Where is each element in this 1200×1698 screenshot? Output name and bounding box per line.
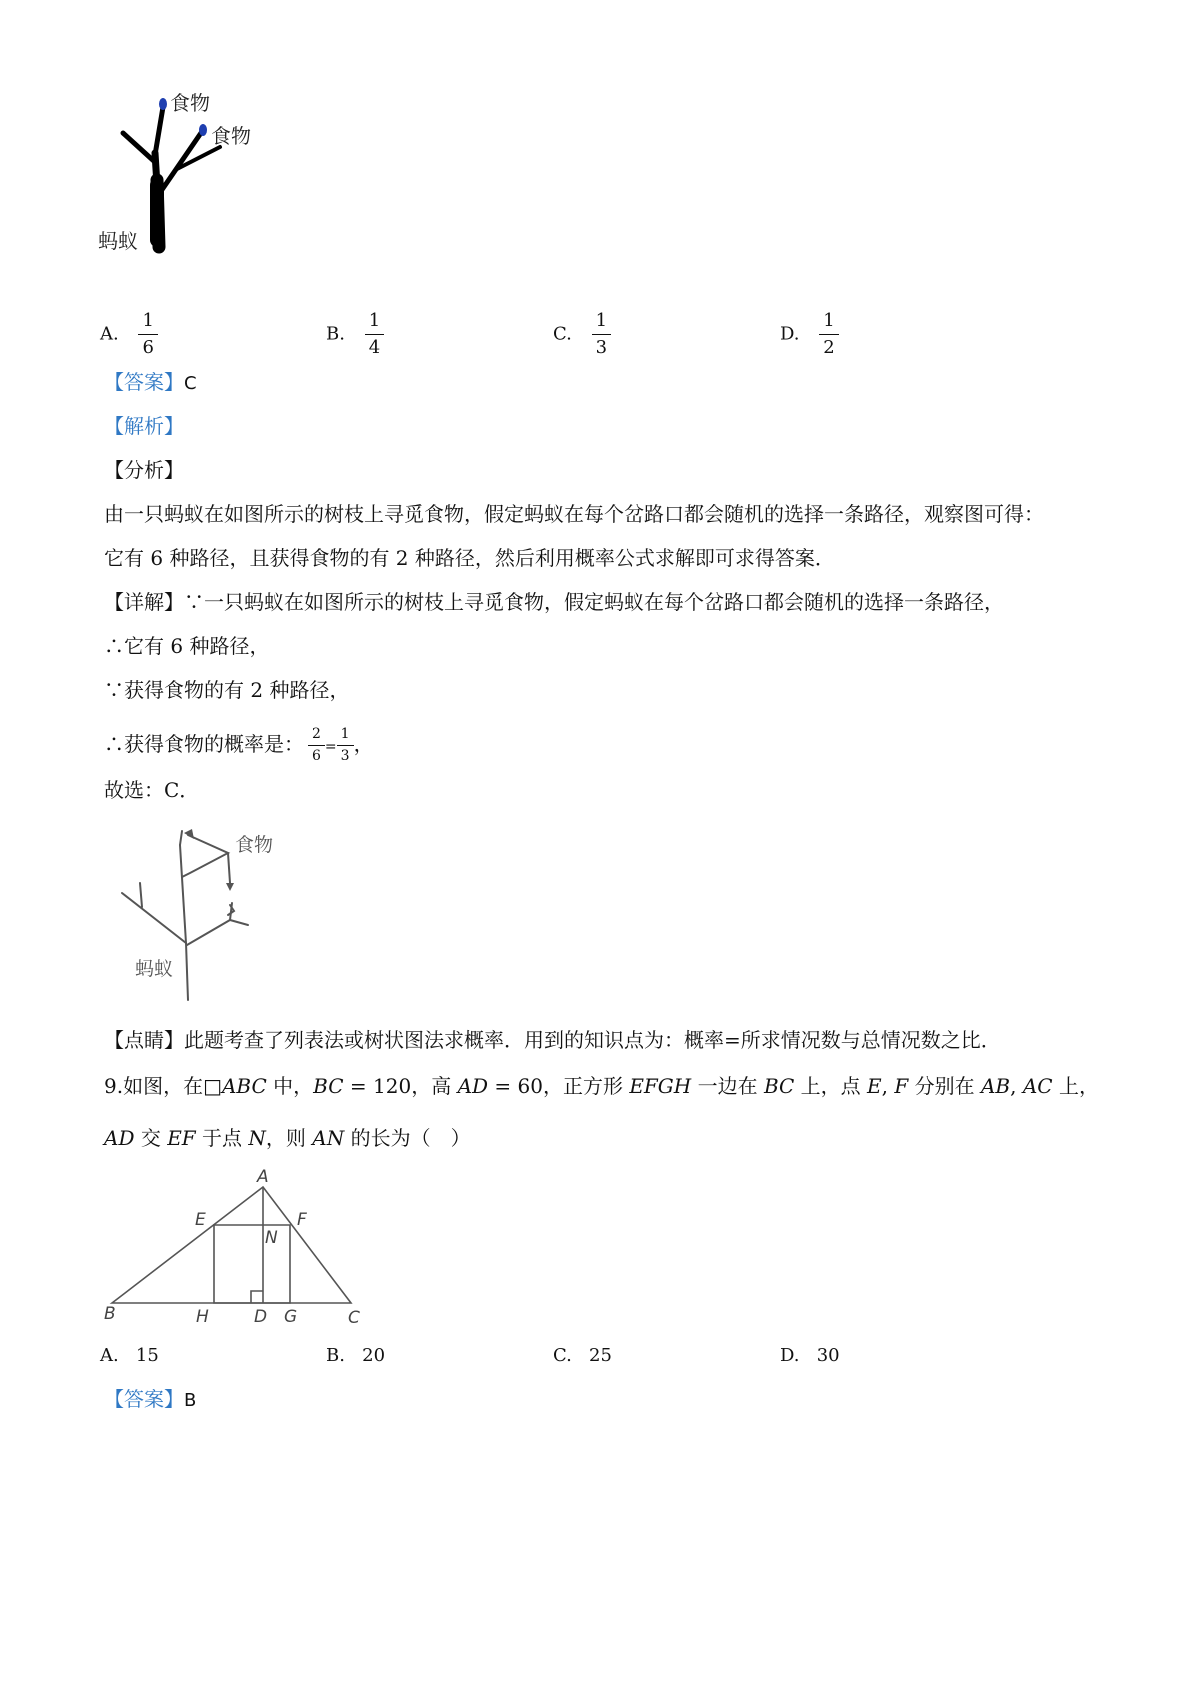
label-c: C	[348, 1308, 360, 1328]
q9-option-d[interactable]: D. 30	[780, 1345, 840, 1366]
q8-detail-line-2: ∴它有 6 种路径，	[104, 634, 270, 658]
q8-explain-tag: 【解析】	[104, 414, 184, 438]
triangle-abc	[112, 1187, 351, 1303]
triangle-figure	[100, 1165, 375, 1330]
q8-comment: 【点睛】此题考查了列表法或树状图法求概率．用到的知识点为：概率=所求情况数与总情况数之比．	[104, 1028, 1001, 1052]
q9-option-a[interactable]: A. 15	[100, 1345, 159, 1366]
option-letter: D.	[780, 323, 800, 345]
ant-label: 蚂蚁	[135, 958, 174, 980]
label-h: H	[196, 1307, 209, 1327]
q8-option-a[interactable]	[100, 310, 158, 359]
label-n: N	[265, 1228, 278, 1248]
label-g: G	[284, 1307, 298, 1327]
q9-stem-line-2: AD 交 EF 于点 N，则 AN 的长为（ ）	[104, 1126, 471, 1150]
q9-answer: 【答案】B	[104, 1387, 197, 1411]
label-f: F	[297, 1210, 307, 1230]
q9-option-c[interactable]: C. 25	[553, 1345, 612, 1366]
q8-analysis-tag: 【分析】	[104, 458, 184, 482]
label-a: A	[257, 1167, 269, 1187]
option-letter: B.	[326, 323, 345, 345]
fraction-2-6: $\frac{2}{6}$	[308, 726, 325, 765]
label-e: E	[195, 1210, 206, 1230]
food-dot-1	[159, 98, 167, 110]
option-letter: C.	[553, 323, 572, 345]
food-dot-2	[199, 124, 207, 136]
fraction-1-3: $\frac{1}{3}$	[337, 726, 354, 765]
q8-detail-line-3: ∵获得食物的有 2 种路径，	[104, 678, 350, 702]
q8-option-d[interactable]	[780, 310, 839, 359]
q8-analysis-line-1: 由一只蚂蚁在如图所示的树枝上寻觅食物，假定蚂蚁在每个岔路口都会随机的选择一条路径，观察图可得：	[104, 502, 1044, 526]
food-label-2: 食物	[211, 124, 251, 148]
option-letter: A.	[100, 323, 119, 345]
q8-option-b[interactable]	[326, 310, 384, 359]
option-fraction: $\frac{1}{3}$	[592, 310, 611, 359]
q8-detail-line-1: 【详解】∵一只蚂蚁在如图所示的树枝上寻觅食物，假定蚂蚁在每个岔路口都会随机的选择一条路径，	[104, 590, 1004, 614]
tree-figure-1	[95, 85, 275, 260]
q8-answer: 【答案】C	[104, 370, 197, 394]
right-angle-mark	[251, 1291, 263, 1303]
label-b: B	[104, 1304, 116, 1324]
food-label: 食物	[235, 834, 274, 856]
option-fraction: $\frac{1}{4}$	[365, 310, 384, 359]
q8-analysis-line-2: 它有 6 种路径，且获得食物的有 2 种路径，然后利用概率公式求解即可求得答案．	[104, 546, 835, 570]
q9-option-b[interactable]: B. 20	[326, 1345, 386, 1366]
q8-choice-line: 故选：C．	[104, 778, 200, 802]
label-d: D	[254, 1307, 268, 1327]
q8-detail-line-4: ∴获得食物的概率是： $\frac{2}{6}$ = $\frac{1}{3}$ ，	[104, 726, 374, 764]
option-fraction: $\frac{1}{2}$	[819, 310, 838, 359]
option-fraction: $\frac{1}{6}$	[138, 310, 157, 359]
ant-label: 蚂蚁	[98, 229, 138, 253]
food-label-1: 食物	[170, 91, 210, 115]
tree-figure-2	[110, 825, 310, 1005]
q9-stem-line-1: 9.如图，在□ABC 中，BC = 120，高 AD = 60，正方形 EFGH 一边在 BC 上，点 E, F 分别在 AB, AC 上，	[104, 1074, 1099, 1098]
q8-option-c[interactable]	[553, 310, 611, 359]
